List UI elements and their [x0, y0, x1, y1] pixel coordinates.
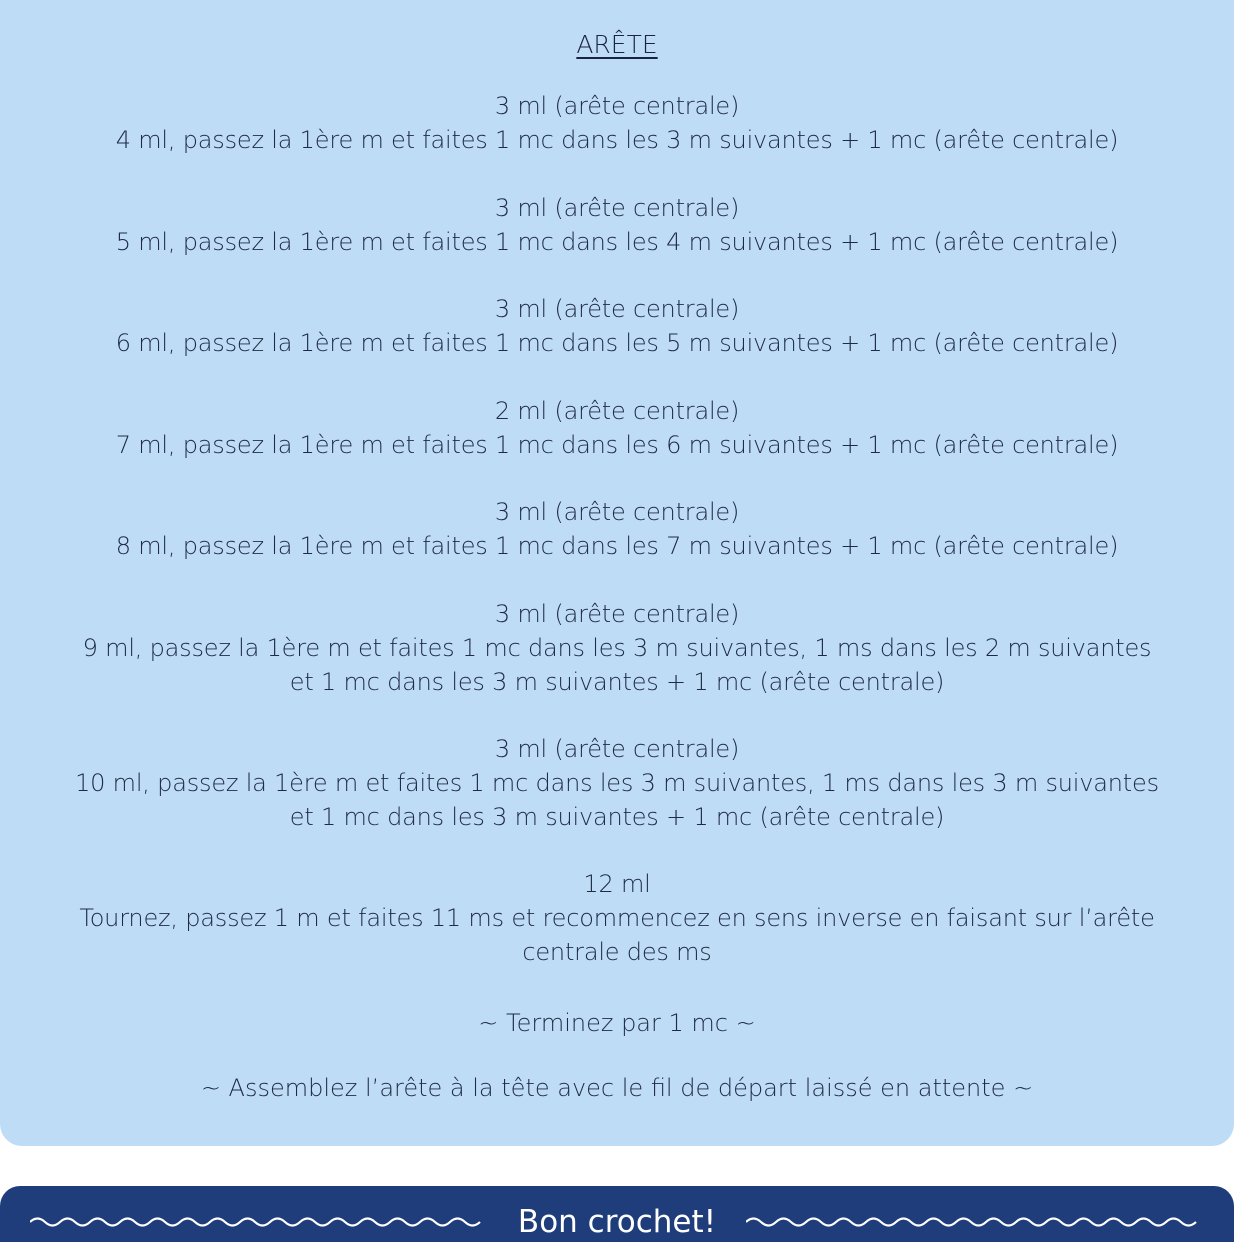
- step-line: 10 ml, passez la 1ère m et faites 1 mc dans les 3 m suivantes, 1 ms dans les 3 m suivantes: [75, 769, 1159, 797]
- step-line: 9 ml, passez la 1ère m et faites 1 mc dans les 3 m suivantes, 1 ms dans les 2 m suivantes: [82, 634, 1152, 662]
- step-block: [0, 732, 1234, 834]
- step-line: 4 ml, passez la 1ère m et faites 1 mc dans les 3 m suivantes + 1 mc (arête centrale): [115, 126, 1119, 154]
- step-line: Tournez, passez 1 m et faites 11 ms et recommencez en sens inverse en faisant sur l’arête: [79, 904, 1155, 932]
- step-block: [0, 495, 1234, 563]
- wave-right-icon: [746, 1212, 1206, 1232]
- step-line: 5 ml, passez la 1ère m et faites 1 mc dans les 4 m suivantes + 1 mc (arête centrale): [115, 228, 1119, 256]
- step-block: [0, 394, 1234, 462]
- finish-note: ~ Terminez par 1 mc ~: [478, 1009, 756, 1037]
- step-line: 12 ml: [583, 870, 651, 898]
- step-line: et 1 mc dans les 3 m suivantes + 1 mc (arête centrale): [289, 803, 945, 831]
- step-line: 3 ml (arête centrale): [494, 600, 740, 628]
- step-block: [0, 89, 1234, 157]
- step-line: centrale des ms: [522, 938, 712, 966]
- step-line: 3 ml (arête centrale): [494, 92, 740, 120]
- step-line: 6 ml, passez la 1ère m et faites 1 mc dans les 5 m suivantes + 1 mc (arête centrale): [115, 329, 1119, 357]
- step-line: et 1 mc dans les 3 m suivantes + 1 mc (arête centrale): [289, 668, 945, 696]
- footer-text: Bon crochet!: [517, 1204, 717, 1240]
- step-line: 7 ml, passez la 1ère m et faites 1 mc dans les 6 m suivantes + 1 mc (arête centrale): [115, 431, 1119, 459]
- assemble-note: ~ Assemblez l’arête à la tête avec le fil de départ laissé en attente ~: [200, 1074, 1034, 1102]
- step-block: [0, 867, 1234, 969]
- step-line: 3 ml (arête centrale): [494, 295, 740, 323]
- step-block: [0, 292, 1234, 360]
- section-title: ARÊTE: [576, 30, 658, 59]
- step-line: 3 ml (arête centrale): [494, 735, 740, 763]
- step-line: 8 ml, passez la 1ère m et faites 1 mc dans les 7 m suivantes + 1 mc (arête centrale): [115, 532, 1119, 560]
- step-line: 3 ml (arête centrale): [494, 194, 740, 222]
- step-line: 3 ml (arête centrale): [494, 498, 740, 526]
- step-block: [0, 597, 1234, 699]
- step-block: [0, 191, 1234, 259]
- step-line: 2 ml (arête centrale): [494, 397, 740, 425]
